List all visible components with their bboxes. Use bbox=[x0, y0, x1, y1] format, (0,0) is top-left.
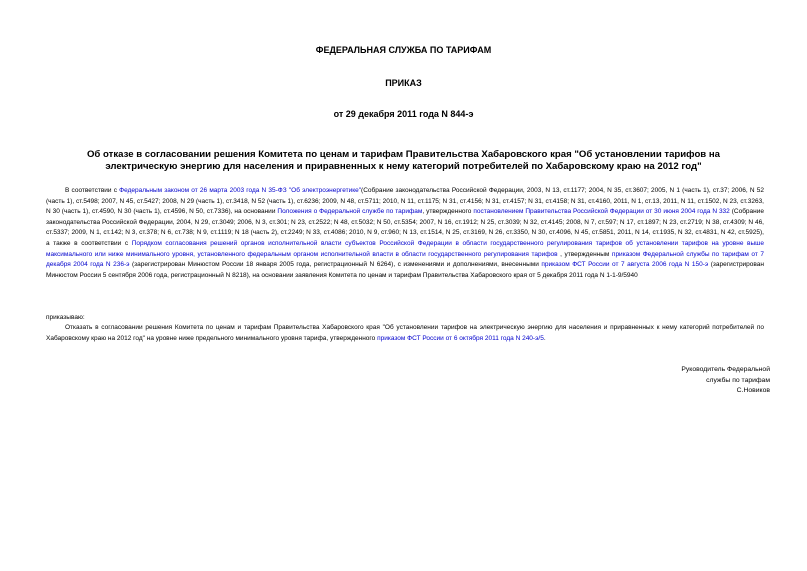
preamble-text-6: (зарегистрирован Минюстом России 18 января 2005 года, регистрационный N 6264), с изменениями и дополнениями, внесенными bbox=[129, 261, 542, 269]
preamble-paragraph bbox=[46, 186, 764, 281]
link-federal-law-35fz[interactable]: Федеральным законом от 26 марта 2003 года N 35-ФЗ "Об электроэнергетике" bbox=[119, 187, 362, 194]
document-type: ПРИКАЗ bbox=[385, 78, 422, 88]
signature-name: С.Новиков bbox=[736, 387, 770, 395]
agency-name: ФЕДЕРАЛЬНАЯ СЛУЖБА ПО ТАРИФАМ bbox=[315, 45, 492, 55]
decision-text-2: . bbox=[543, 334, 546, 342]
link-approval-procedure[interactable]: Порядком согласования решений органов исполнительной власти субъектов Российской Федерации в области государственного регулирования тарифов об установлении тарифов на уровне выше максимального или ниже минимального уровня, установленного федеральным органом исполнительной власти в области государственного регулирования тарифов bbox=[46, 239, 764, 258]
preamble-text-1: В соответствии с bbox=[65, 187, 120, 194]
decision-text-1: Отказать в согласовании решения Комитета по ценам и тарифам Правительства Хабаровского края "Об установлении тарифов на электрическую энергию для населения и приравненных к нему категорий потребителей по Хабаровскому краю на 2012 год" на уровне ниже предельного минимального уровня тарифа, утвержденного bbox=[46, 324, 764, 342]
preamble-text-5: , утвержденным bbox=[557, 250, 612, 258]
link-fst-order-236e[interactable]: приказом Федеральной службы по тарифам от 7 декабря 2004 года N 236-э bbox=[46, 250, 764, 269]
order-word: приказываю: bbox=[46, 314, 85, 321]
document-date-number: от 29 декабря 2011 года N 844-э bbox=[333, 109, 474, 119]
preamble-text-4: (Собрание законодательства Российской Федерации, 2004, N 29, ст.3049; 2006, N 3, ст.301; N 23, ст.2522; N 48, ст.5032; N 50, ст.5354; 2007, N 16, ст.1912; N 25, ст.3039; N 32, ст.4145; 2008, N 7, ст.597; N 17, ст.1897; N 23, ст.2719; N 38, ст.4309; N 46, ст.5337; 2009, N 1, ст.142; N 3, ст.378; N 6, ст.738; N 9, ст.1119; N 18 (часть 2), ст.2249; N 33, ст.4086; 2010, N 9, ст.960; N 13, ст.1514, N 25, ст.3169, N 26, ст.3350, N 30, ст.4096, N 45, ст.5851, 2011, N 14, ст.1935, N 32, ст.4831, N 42, ст.5925), а также в соответствии с bbox=[46, 208, 764, 247]
link-government-decree-332[interactable]: постановлением Правительства Российской Федерации от 30 июня 2004 года N 332 bbox=[473, 208, 730, 216]
link-fst-regulation[interactable]: Положения о Федеральной службе по тарифам bbox=[277, 208, 423, 216]
link-fst-order-240e5[interactable]: приказом ФСТ России от 6 октября 2011 года N 240-э/5 bbox=[377, 334, 544, 342]
decision-paragraph bbox=[46, 323, 764, 344]
signature-agency: службы по тарифам bbox=[706, 376, 770, 384]
link-fst-order-150e[interactable]: приказом ФСТ России от 7 августа 2006 года N 150-э bbox=[541, 261, 709, 269]
preamble-text-3: , утвержденного bbox=[422, 208, 474, 216]
document-title: Об отказе в согласовании решения Комитета по ценам и тарифам Правительства Хабаровского края "Об установлении тарифов на электрическую энергию для населения и приравненных к нему категорий потребителей по Хабаровскому краю на 2012 год" bbox=[86, 149, 721, 172]
signature-block bbox=[570, 365, 770, 397]
preamble-text-2: (Собрание законодательства Российской Федерации, 2003, N 13, ст.1177; 2004, N 35, ст.3607; 2005, N 1 (часть 1), ст.37; 2006, N 52 (часть 1), ст.5498; 2007, N 45, ст.5427; 2008, N 29 (часть 1), ст.3418, N 52 (часть 1), ст.6236; 2009, N 48, ст.5711; 2010, N 11, ст.1175; N 31, ст.4156; N 31, ст.4157; N 31, ст.4158; N 31, ст.4160, 2011, N 1, ст.13, 2011, N 11, ст.1502, N 23, ст.3263, N 30 (часть 1), ст.4590, N 30 (часть 1), ст.4596, N 50, ст.7336), на основании bbox=[46, 187, 764, 216]
signature-position: Руководитель Федеральной bbox=[681, 366, 770, 373]
preamble-text-7: (зарегистрирован Минюстом России 5 сентября 2006 года, регистрационный N 8218), на основании заявления Комитета по ценам и тарифам Правительства Хабаровского края от 5 декабря 2011 года N 1-1-9/5940 bbox=[46, 261, 765, 279]
